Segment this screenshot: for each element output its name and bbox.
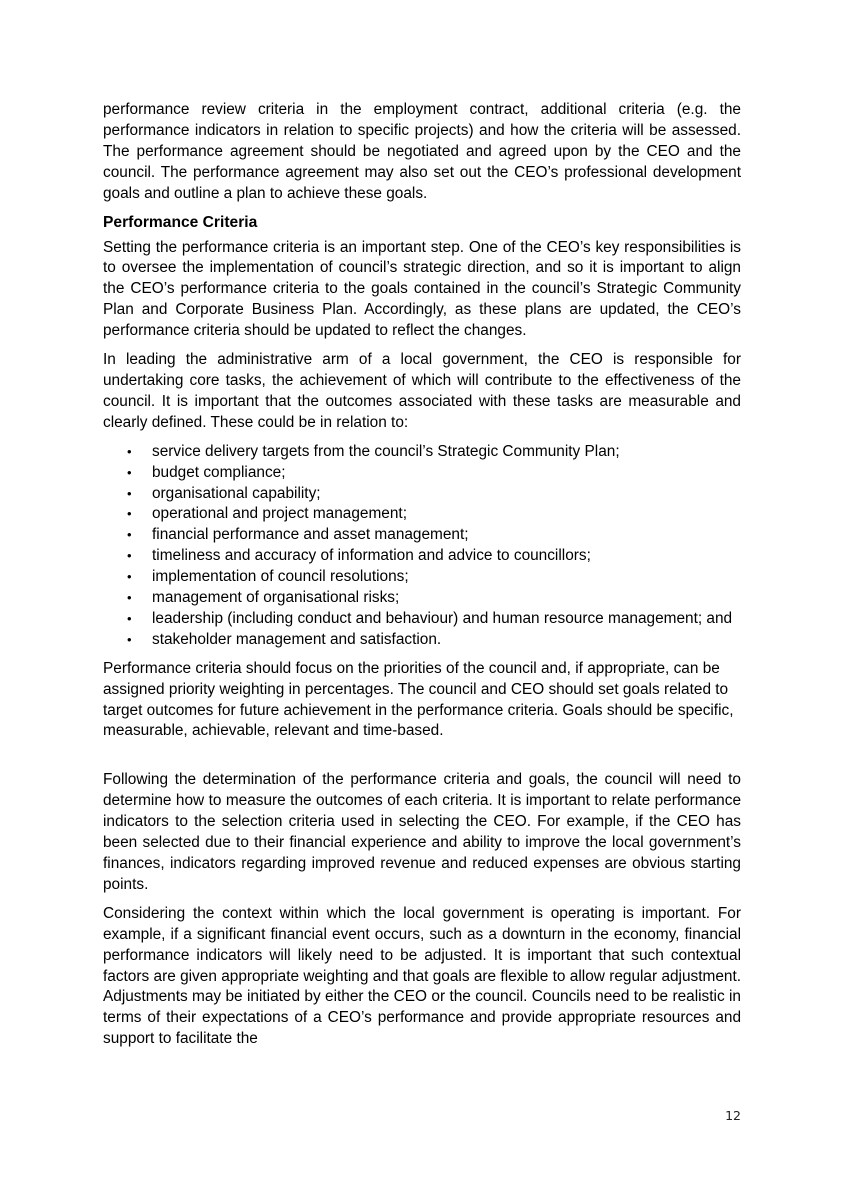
list-item-text: financial performance and asset management; — [152, 526, 469, 544]
list-item — [103, 588, 741, 609]
criteria-bullet-list — [103, 442, 741, 651]
paragraph-measurement: Following the determination of the performance criteria and goals, the council will need to determine how to measure the outcomes of each criteria. It is important to relate performance indicators to the selection criteria used in selecting the CEO. For example, if the CEO has been selected due to their financial experience and ability to improve the local government’s finances, indicators regarding improved revenue and reduced expenses are obvious starting points. — [103, 771, 741, 893]
list-item-text: stakeholder management and satisfaction. — [152, 630, 442, 648]
bullet-icon: • — [127, 548, 132, 564]
paragraph-core-tasks: In leading the administrative arm of a local government, the CEO is responsible for undertaking core tasks, the achievement of which will contribute to the effectiveness of the council. It is important that the outcomes associated with these tasks are measurable and clearly defined. These could be in relation to: — [103, 351, 741, 431]
bullet-icon: • — [127, 443, 132, 459]
bullet-icon: • — [127, 485, 132, 501]
list-item-text: operational and project management; — [152, 505, 407, 523]
bullet-icon: • — [127, 569, 132, 585]
bullet-icon: • — [127, 464, 132, 480]
list-item-text: service delivery targets from the council’s Strategic Community Plan; — [152, 442, 620, 460]
list-item-text: implementation of council resolutions; — [152, 568, 409, 586]
list-item — [103, 442, 741, 463]
list-item — [103, 609, 741, 630]
list-item — [103, 546, 741, 567]
list-item — [103, 484, 741, 505]
paragraph-performance-agreement: performance review criteria in the employment contract, additional criteria (e.g. the performance indicators in relation to specific projects) and how the criteria will be assessed. The performance agreement should be negotiated and agreed upon by the CEO and the council. The performance agreement may also set out the CEO’s professional development goals and outline a plan to achieve these goals. — [103, 101, 741, 202]
bullet-icon: • — [127, 527, 132, 543]
list-item-text: timeliness and accuracy of information and advice to councillors; — [152, 547, 591, 565]
list-item — [103, 525, 741, 546]
list-item-text: organisational capability; — [152, 484, 321, 502]
list-item-text: leadership (including conduct and behaviour) and human resource management; and — [152, 609, 733, 627]
bullet-icon: • — [127, 506, 132, 522]
bullet-icon: • — [127, 631, 132, 647]
bullet-icon: • — [127, 610, 132, 626]
paragraph-setting-criteria: Setting the performance criteria is an important step. One of the CEO’s key responsibilities is to oversee the implementation of council’s strategic direction, and so it is important to align the CEO’s performance criteria to the goals contained in the council’s Strategic Community Plan and Corporate Business Plan. Accordingly, as these plans are updated, the CEO’s performance criteria should be updated to reflect the changes. — [103, 238, 741, 340]
paragraph-priorities: Performance criteria should focus on the priorities of the council and, if appropriate, can be assigned priority weighting in percentages. The council and CEO should set goals related to target outcomes for future achievement in the performance criteria. Goals should be specific, measurable, achievable, relevant and time-based. — [103, 659, 734, 740]
list-item — [103, 504, 741, 525]
document-page — [103, 100, 741, 1058]
spacer — [103, 750, 741, 770]
list-item-text: management of organisational risks; — [152, 589, 400, 607]
page-number: 12 — [725, 1108, 741, 1123]
bullet-icon: • — [127, 590, 132, 606]
paragraph-context: Considering the context within which the local government is operating is important. For example, if a significant financial event occurs, such as a downturn in the economy, financial performance indicators will likely need to be adjusted. It is important that such contextual factors are given appropriate weighting and that goals are flexible to allow regular adjustment. Adjustments may be initiated by either the CEO or the council. Councils need to be realistic in terms of their expectations of a CEO’s performance and provide appropriate resources and support to facilitate the — [103, 904, 741, 1048]
list-item — [103, 567, 741, 588]
list-item — [103, 630, 741, 651]
section-heading-performance-criteria: Performance Criteria — [103, 213, 258, 231]
list-item — [103, 463, 741, 484]
list-item-text: budget compliance; — [152, 463, 286, 481]
